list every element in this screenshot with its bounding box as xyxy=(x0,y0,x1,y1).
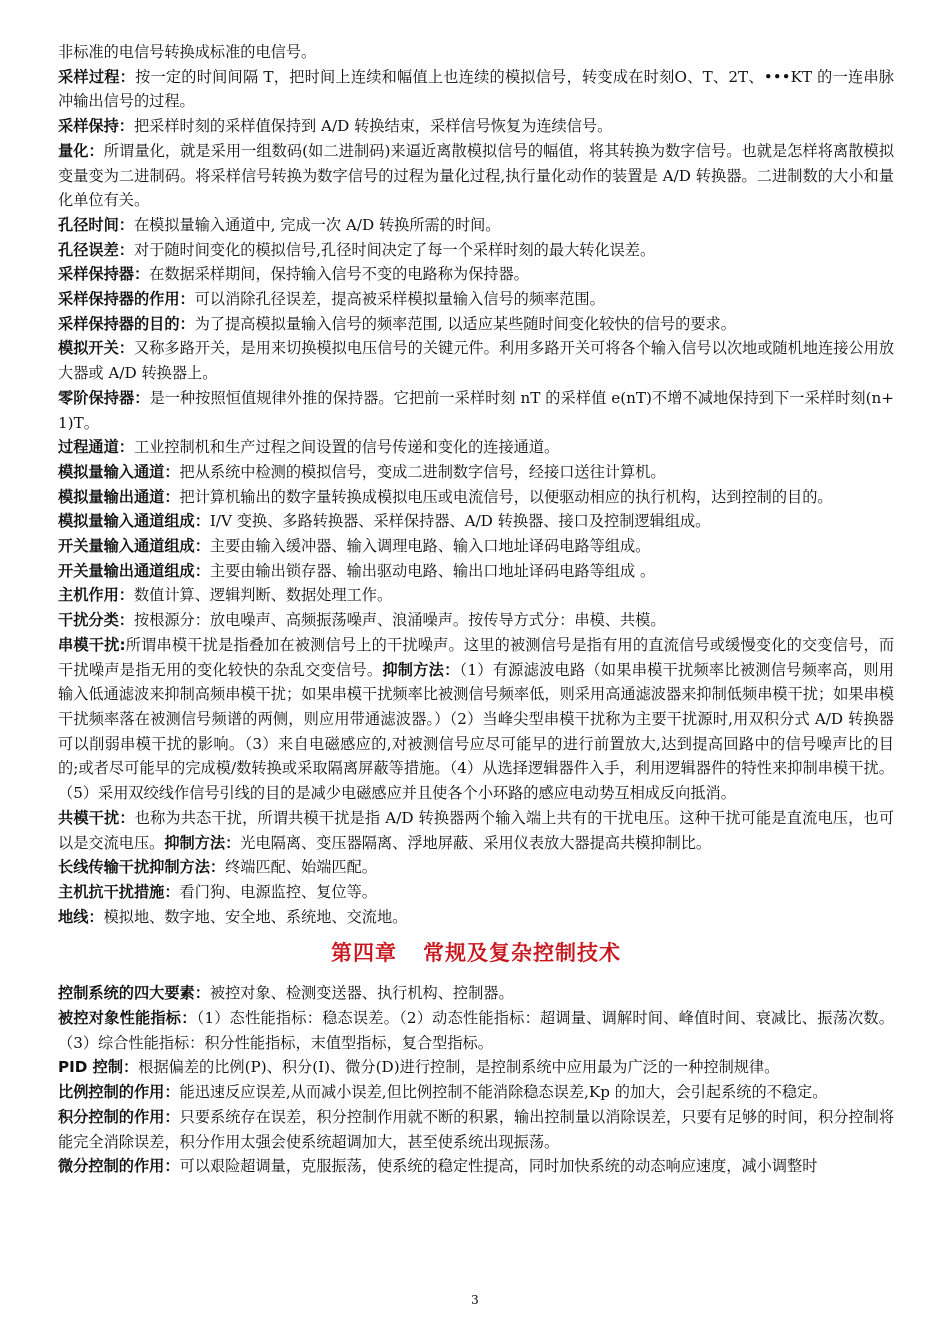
definition-term: 长线传输干扰抑制方法： xyxy=(58,858,226,877)
definition-text: 被控对象、检测变送器、执行机构、控制器。 xyxy=(209,984,514,1003)
definition-paragraph xyxy=(58,880,894,905)
definition-term: 采样过程： xyxy=(58,67,136,86)
definition-term: 模拟量输出通道： xyxy=(58,487,180,506)
definition-paragraph xyxy=(58,608,894,633)
definition-text: 能迅速反应误差,从而减小误差,但比例控制不能消除稳态误差,Kp 的加大，会引起系统的不稳定。 xyxy=(179,1083,828,1102)
definition-term: 孔径时间： xyxy=(58,215,134,234)
definition-term: 量化： xyxy=(58,141,104,160)
definition-paragraph xyxy=(58,1006,894,1055)
definition-text: 根据偏差的比例(P)、积分(I)、微分(D)进行控制，是控制系统中应用最为广泛的一种控制规律。 xyxy=(138,1058,780,1077)
definition-text: 模拟地、数字地、安全地、系统地、交流地。 xyxy=(103,907,408,926)
definition-term: 模拟量输入通道组成： xyxy=(58,512,210,531)
definition-text: 所谓串模干扰是指叠加在被测信号上的干扰噪声。这里的被测信号是指有用的直流信号或缓慢变化的交变信号，而干扰噪声是指无用的变化较快的杂乱交变信号。 xyxy=(58,635,895,679)
definition-term: 模拟开关： xyxy=(58,339,135,358)
definition-text: （1）有源滤波电路（如果串模干扰频率比被测信号频率高，则用输入低通滤波来抑制高频串模干扰；如果串模干扰频率比被测信号频率低，则采用高通滤波器来抑制低频串模干扰；如果串模干扰频率落在被测信号频谱的两侧，则应用带通滤波器。）（2）当峰尖型串模干扰称为主要干扰源时,用双积分式 A/D 转换器可以削弱串模干扰的影响。（3）来自电磁感应的,对被测信号应尽可能早的进行前置放大,达到提高回路中的信号噪声比的目的;或者尽可能早的完成模/数转换或采取隔离屏蔽等措施。（4）从选择逻辑器件入手，利用逻辑器件的特性来抑制串模干扰。（5）采用双绞线作信号引线的目的是减少电磁感应并且使各个小环路的感应电动势互相成反向抵消。 xyxy=(58,660,894,803)
definition-term: 地线： xyxy=(58,907,104,926)
definition-text: I/V 变换、多路转换器、采样保持器、A/D 转换器、接口及控制逻辑组成。 xyxy=(209,512,711,531)
chapter-number: 第四章 xyxy=(331,941,397,966)
definition-paragraph xyxy=(58,40,894,65)
definition-paragraph xyxy=(58,583,894,608)
definition-term: 模拟量输入通道： xyxy=(58,462,180,481)
definition-term: 开关量输出通道组成： xyxy=(58,561,210,580)
definition-paragraph xyxy=(58,460,894,485)
definition-term: 微分控制的作用： xyxy=(58,1157,180,1176)
definition-paragraph xyxy=(58,633,894,806)
definition-text: 把计算机输出的数字量转换成模拟电压或电流信号，以便驱动相应的执行机构，达到控制的目的。 xyxy=(179,487,833,506)
definition-text: 是一种按照恒值规律外推的保持器。它把前一采样时刻 nT 的采样值 e(nT)不增不减地保持到下一采样时刻(n+1)T。 xyxy=(58,388,895,432)
definition-text: 按根源分：放电噪声、高频振荡噪声、浪涌噪声。按传导方式分：串模、共模。 xyxy=(133,611,666,630)
definition-text: 光电隔离、变压器隔离、浮地屏蔽、采用仪表放大器提高共模抑制比。 xyxy=(240,833,712,852)
definition-term: 采样保持器： xyxy=(58,265,150,284)
definition-term: 主机抗干扰措施： xyxy=(58,882,180,901)
definition-paragraph xyxy=(58,312,894,337)
definition-term: 采样保持器的目的： xyxy=(58,314,195,333)
definition-paragraph xyxy=(58,1154,894,1179)
definition-paragraph xyxy=(58,855,894,880)
definition-paragraph xyxy=(58,981,894,1006)
definition-paragraph xyxy=(58,435,894,460)
definition-paragraph xyxy=(58,559,894,584)
definition-paragraph xyxy=(58,1055,894,1080)
definition-paragraph xyxy=(58,287,894,312)
definition-text: （1）态性能指标：稳态误差。（2）动态性能指标：超调量、调解时间、峰值时间、衰减比、振荡次数。（3）综合性能指标：积分性能指标，末值型指标，复合型指标。 xyxy=(58,1009,894,1052)
definition-paragraph xyxy=(58,213,894,238)
definition-text: 又称多路开关，是用来切换模拟电压信号的关键元件。利用多路开关可将各个输入信号以次地或随机地连接公用放大器或 A/D 转换器上。 xyxy=(58,339,895,383)
definition-term: 被控对象性能指标： xyxy=(58,1009,197,1028)
definition-text: 把采样时刻的采样值保持到 A/D 转换结束，采样信号恢复为连续信号。 xyxy=(133,117,613,136)
definition-term: 共模干扰： xyxy=(58,808,135,827)
chapter-heading xyxy=(58,937,894,967)
definition-paragraph xyxy=(58,386,894,435)
definition-text: 所谓量化，就是采用一组数码(如二进制码)来逼近离散模拟信号的幅值，将其转换为数字信号。也就是怎样将离散模拟变量变为二进制码。将采样信号转换为数字信号的过程为量化过程,执行量化动作的装置是 A/D 转换器。二进制数的大小和量化单位有关。 xyxy=(58,141,895,210)
definition-paragraph xyxy=(58,262,894,287)
definition-text: 把从系统中检测的模拟信号，变成二进制数字信号，经接口送往计算机。 xyxy=(179,462,666,481)
definition-paragraph xyxy=(58,65,894,114)
definition-term: 采样保持器的作用： xyxy=(58,290,195,309)
definition-paragraph xyxy=(58,509,894,534)
definition-text: 也称为共态干扰，所谓共模干扰是指 A/D 转换器两个输入端上共有的干扰电压。这种干扰可能是直流电压，也可以是交流电压。 xyxy=(58,808,895,852)
definition-paragraph xyxy=(58,139,894,213)
definition-paragraph xyxy=(58,238,894,263)
definition-term: 积分控制的作用： xyxy=(58,1107,180,1126)
section-control-techniques xyxy=(58,981,894,1179)
definition-text: 工业控制机和生产过程之间设置的信号传递和变化的连接通道。 xyxy=(133,438,560,457)
section-definitions xyxy=(58,40,894,929)
definition-term: 零阶保持器： xyxy=(58,388,150,407)
definition-term: 过程通道： xyxy=(58,438,134,457)
chapter-title: 常规及复杂控制技术 xyxy=(423,941,621,966)
definition-text: 看门狗、电源监控、复位等。 xyxy=(179,882,377,901)
definition-term: 比例控制的作用： xyxy=(58,1083,180,1102)
definition-term: 孔径误差： xyxy=(58,240,134,259)
definition-paragraph xyxy=(58,1080,894,1105)
definition-text: 数值计算、逻辑判断、数据处理工作。 xyxy=(133,586,393,605)
definition-text: 在模拟量输入通道中, 完成一次 A/D 转换所需的时间。 xyxy=(133,215,501,234)
definition-text: 对于随时间变化的模拟信号,孔径时间决定了每一个采样时刻的最大转化误差。 xyxy=(133,240,656,259)
definition-text: 非标准的电信号转换成标准的电信号。 xyxy=(58,43,317,61)
definition-term: 干扰分类： xyxy=(58,611,134,630)
definition-text: 终端匹配、始端匹配。 xyxy=(225,858,377,877)
definition-term: 主机作用： xyxy=(58,586,134,605)
definition-paragraph xyxy=(58,114,894,139)
definition-term: 开关量输入通道组成： xyxy=(58,537,210,556)
definition-text: 主要由输出锁存器、输出驱动电路、输出口地址译码电路等组成 。 xyxy=(209,561,656,580)
definition-text: 按一定的时间间隔 T，把时间上连续和幅值上也连续的模拟信号，转变成在时刻O、T、2T、•••KT 的一连串脉冲输出信号的过程。 xyxy=(58,67,894,111)
page-content xyxy=(58,40,894,1179)
page-number: 3 xyxy=(471,1293,479,1307)
definition-paragraph xyxy=(58,534,894,559)
definition-term: 控制系统的四大要素： xyxy=(58,984,210,1003)
definition-paragraph xyxy=(58,485,894,510)
definition-term: 抑制方法： xyxy=(382,660,460,679)
definition-text: 可以消除孔径误差，提高被采样模拟量输入信号的频率范围。 xyxy=(194,290,605,309)
definition-term: 串模干扰: xyxy=(58,635,126,654)
definition-text: 主要由输入缓冲器、输入调理电路、输入口地址译码电路等组成。 xyxy=(209,537,651,556)
definition-paragraph xyxy=(58,1105,894,1154)
definition-term: 抑制方法： xyxy=(164,833,241,852)
definition-term: 采样保持： xyxy=(58,117,134,136)
definition-term: PID 控制： xyxy=(58,1058,139,1077)
definition-text: 为了提高模拟量输入信号的频率范围, 以适应某些随时间变化较快的信号的要求。 xyxy=(194,314,736,333)
definition-paragraph xyxy=(58,336,894,385)
definition-text: 在数据采样期间，保持输入信号不变的电路称为保持器。 xyxy=(149,265,529,284)
definition-paragraph xyxy=(58,905,894,930)
definition-paragraph xyxy=(58,806,894,855)
definition-text: 只要系统存在误差，积分控制作用就不断的积累，输出控制量以消除误差，只要有足够的时间，积分控制将能完全消除误差，积分作用太强会使系统超调加大，甚至使系统出现振荡。 xyxy=(58,1107,895,1151)
definition-text: 可以艰险超调量，克服振荡，使系统的稳定性提高，同时加快系统的动态响应速度，减小调整时 xyxy=(179,1157,818,1176)
